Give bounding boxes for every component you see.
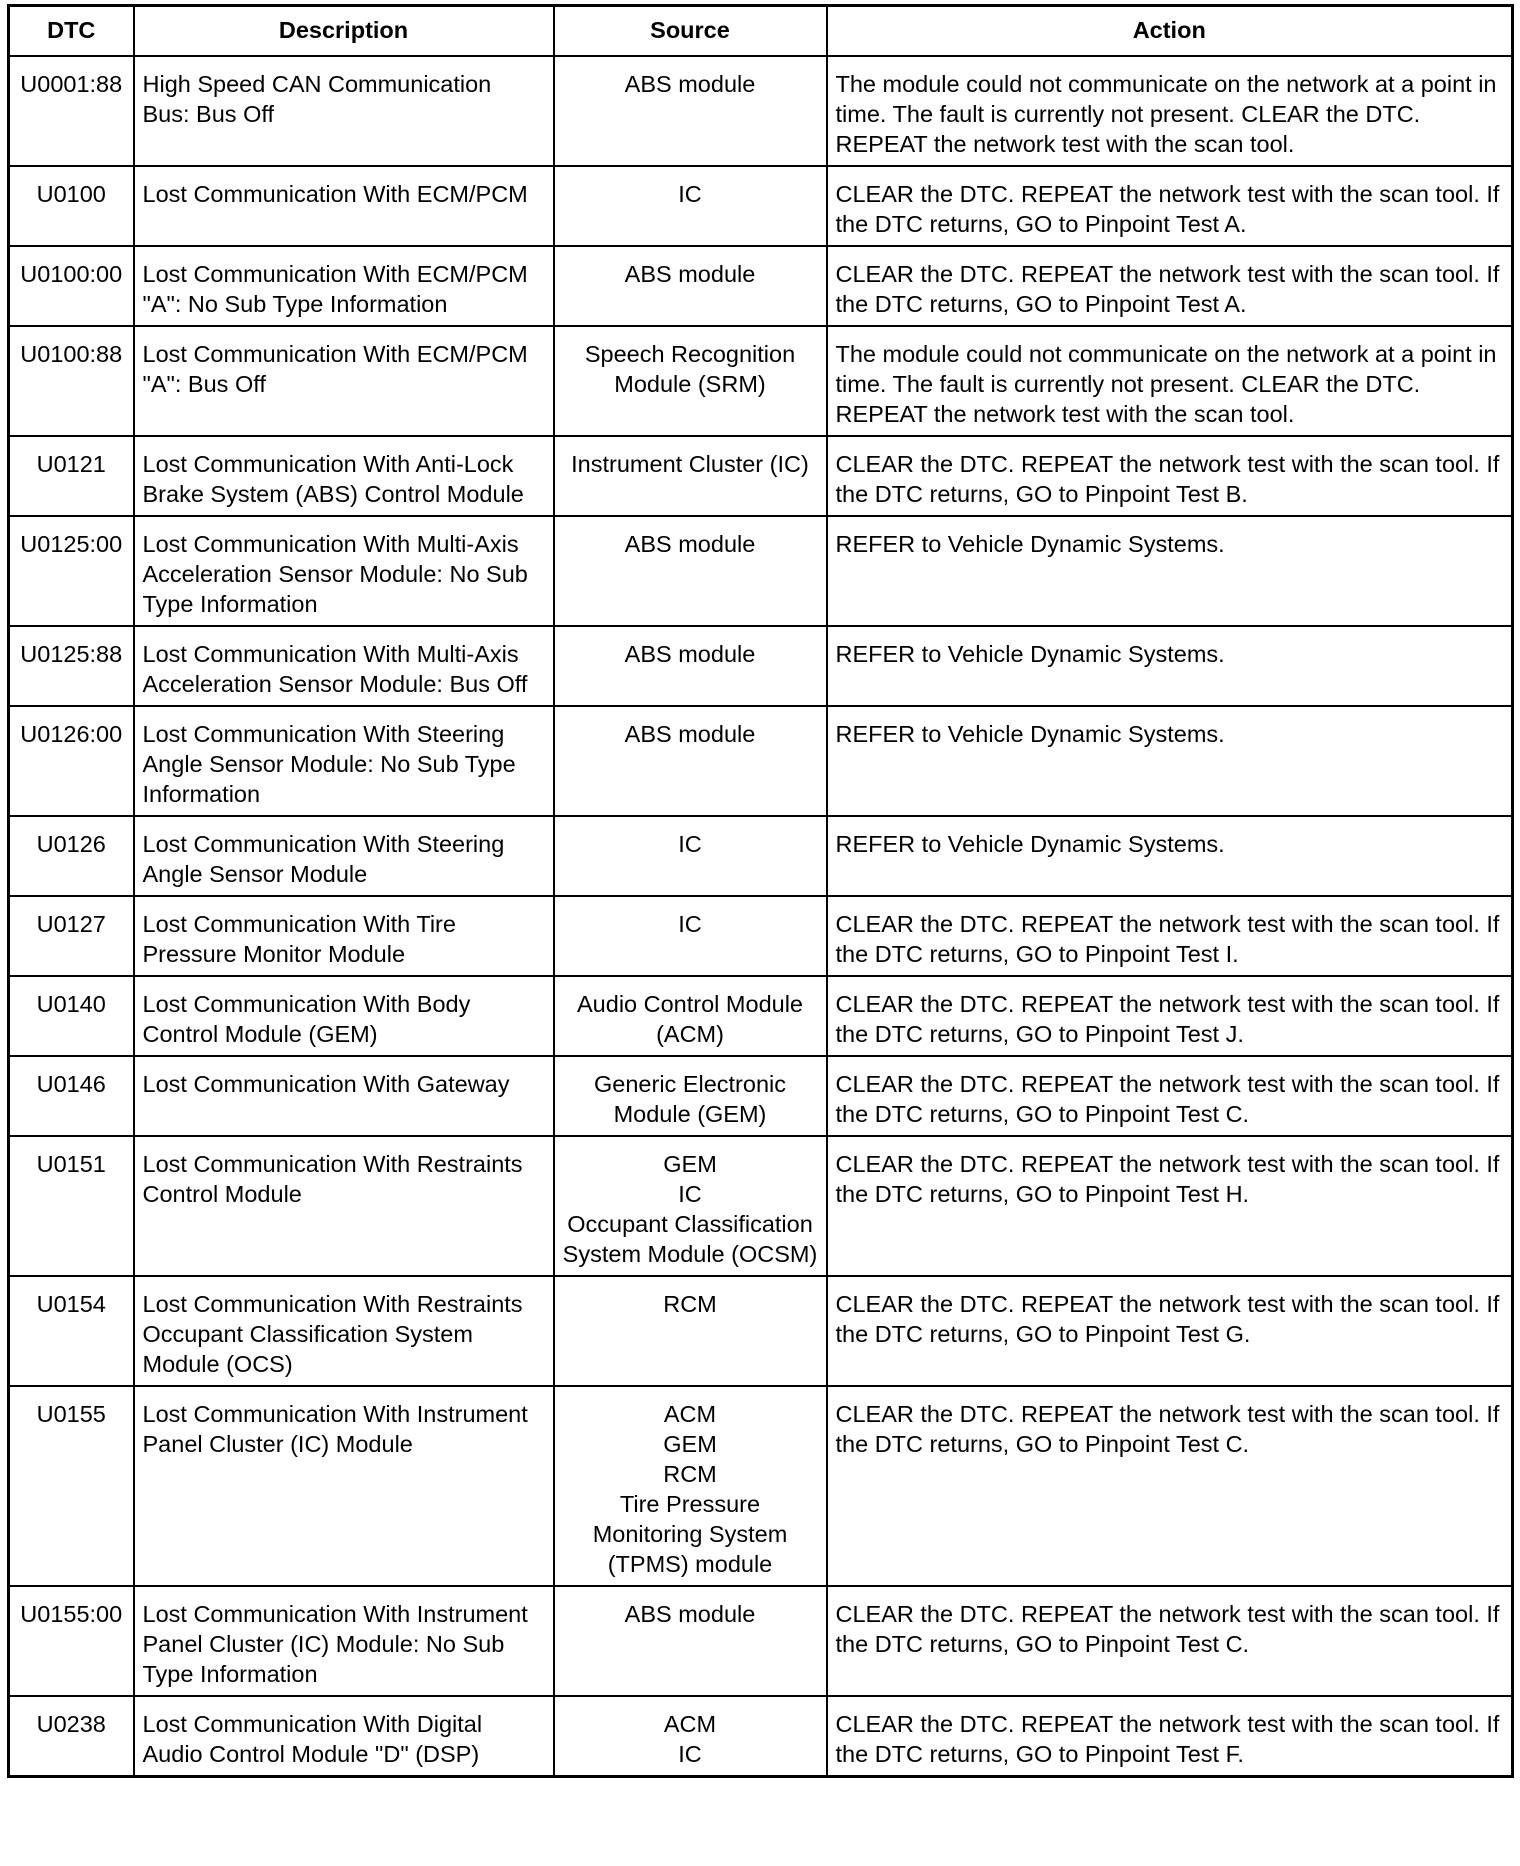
dtc-code: U0151	[9, 1136, 134, 1276]
dtc-source	[554, 1586, 827, 1696]
table-row	[9, 816, 1513, 896]
source-module: ACM	[663, 1401, 717, 1427]
source-module: ACM	[663, 1711, 717, 1737]
dtc-code: U0100:00	[9, 246, 134, 326]
source-module: ABS module	[624, 71, 756, 97]
dtc-action: CLEAR the DTC. REPEAT the network test with the scan tool. If the DTC returns, GO to Pinpoint Test A.	[827, 166, 1513, 246]
dtc-action: CLEAR the DTC. REPEAT the network test with the scan tool. If the DTC returns, GO to Pinpoint Test C.	[827, 1386, 1513, 1586]
table-row	[9, 976, 1513, 1056]
dtc-description: Lost Communication With Multi-Axis Acceleration Sensor Module: No Sub Type Information	[134, 516, 554, 626]
dtc-action: CLEAR the DTC. REPEAT the network test with the scan tool. If the DTC returns, GO to Pinpoint Test A.	[827, 246, 1513, 326]
dtc-source	[554, 1136, 827, 1276]
dtc-description: Lost Communication With Gateway	[134, 1056, 554, 1136]
dtc-action: CLEAR the DTC. REPEAT the network test with the scan tool. If the DTC returns, GO to Pinpoint Test F.	[827, 1696, 1513, 1777]
source-module: ABS module	[624, 261, 756, 287]
source-module: ABS module	[624, 641, 756, 667]
dtc-description: Lost Communication With ECM/PCM "A": Bus Off	[134, 326, 554, 436]
table-body	[9, 56, 1513, 1777]
source-module: RCM	[663, 1291, 717, 1317]
dtc-action: The module could not communicate on the network at a point in time. The fault is currently not present. CLEAR the DTC. REPEAT the network test with the scan tool.	[827, 326, 1513, 436]
dtc-source	[554, 816, 827, 896]
dtc-source	[554, 326, 827, 436]
dtc-code: U0155:00	[9, 1586, 134, 1696]
table-row	[9, 706, 1513, 816]
dtc-code: U0126:00	[9, 706, 134, 816]
header-row	[9, 6, 1513, 57]
dtc-action: REFER to Vehicle Dynamic Systems.	[827, 706, 1513, 816]
dtc-description: Lost Communication With Instrument Panel Cluster (IC) Module: No Sub Type Information	[134, 1586, 554, 1696]
dtc-code: U0154	[9, 1276, 134, 1386]
dtc-source	[554, 56, 827, 166]
table-row	[9, 516, 1513, 626]
dtc-description: High Speed CAN Communication Bus: Bus Off	[134, 56, 554, 166]
dtc-source	[554, 166, 827, 246]
source-module: GEM	[663, 1431, 717, 1457]
dtc-action: CLEAR the DTC. REPEAT the network test with the scan tool. If the DTC returns, GO to Pinpoint Test B.	[827, 436, 1513, 516]
dtc-code: U0126	[9, 816, 134, 896]
dtc-action: CLEAR the DTC. REPEAT the network test with the scan tool. If the DTC returns, GO to Pinpoint Test C.	[827, 1056, 1513, 1136]
dtc-code: U0125:00	[9, 516, 134, 626]
table-row	[9, 1136, 1513, 1276]
dtc-action: CLEAR the DTC. REPEAT the network test with the scan tool. If the DTC returns, GO to Pinpoint Test J.	[827, 976, 1513, 1056]
table-row	[9, 436, 1513, 516]
source-module: IC	[678, 911, 702, 937]
header-source: Source	[554, 6, 827, 57]
table-row	[9, 1386, 1513, 1586]
dtc-source	[554, 1056, 827, 1136]
table-row	[9, 246, 1513, 326]
dtc-code: U0146	[9, 1056, 134, 1136]
source-module: ABS module	[624, 1601, 756, 1627]
header-description: Description	[134, 6, 554, 57]
dtc-source	[554, 976, 827, 1056]
dtc-description: Lost Communication With Multi-Axis Acceleration Sensor Module: Bus Off	[134, 626, 554, 706]
dtc-action: CLEAR the DTC. REPEAT the network test with the scan tool. If the DTC returns, GO to Pinpoint Test H.	[827, 1136, 1513, 1276]
table-row	[9, 1056, 1513, 1136]
source-module: Generic Electronic Module (GEM)	[594, 1071, 786, 1127]
dtc-description: Lost Communication With Anti-Lock Brake System (ABS) Control Module	[134, 436, 554, 516]
source-module: GEM	[663, 1151, 717, 1177]
dtc-source	[554, 1386, 827, 1586]
table-row	[9, 626, 1513, 706]
dtc-description: Lost Communication With ECM/PCM	[134, 166, 554, 246]
dtc-description: Lost Communication With Steering Angle Sensor Module: No Sub Type Information	[134, 706, 554, 816]
dtc-source	[554, 516, 827, 626]
table-row	[9, 1586, 1513, 1696]
source-module: Audio Control Module (ACM)	[577, 991, 803, 1047]
table-row	[9, 56, 1513, 166]
dtc-description: Lost Communication With Steering Angle Sensor Module	[134, 816, 554, 896]
dtc-description: Lost Communication With Body Control Module (GEM)	[134, 976, 554, 1056]
dtc-action: CLEAR the DTC. REPEAT the network test with the scan tool. If the DTC returns, GO to Pinpoint Test G.	[827, 1276, 1513, 1386]
header-action: Action	[827, 6, 1513, 57]
dtc-action: CLEAR the DTC. REPEAT the network test with the scan tool. If the DTC returns, GO to Pinpoint Test C.	[827, 1586, 1513, 1696]
dtc-code: U0001:88	[9, 56, 134, 166]
source-module: Speech Recognition Module (SRM)	[584, 341, 796, 397]
dtc-code: U0100:88	[9, 326, 134, 436]
dtc-code: U0125:88	[9, 626, 134, 706]
source-module: IC	[678, 1741, 702, 1767]
dtc-source	[554, 896, 827, 976]
dtc-code: U0100	[9, 166, 134, 246]
header-dtc: DTC	[9, 6, 134, 57]
dtc-code: U0127	[9, 896, 134, 976]
source-module: ABS module	[624, 721, 756, 747]
dtc-source	[554, 706, 827, 816]
source-module: ABS module	[624, 531, 756, 557]
dtc-action: REFER to Vehicle Dynamic Systems.	[827, 626, 1513, 706]
dtc-action: The module could not communicate on the network at a point in time. The fault is currently not present. CLEAR the DTC. REPEAT the network test with the scan tool.	[827, 56, 1513, 166]
source-module: Instrument Cluster (IC)	[571, 451, 809, 477]
table-header	[9, 6, 1513, 57]
table-row	[9, 1276, 1513, 1386]
dtc-source	[554, 1276, 827, 1386]
dtc-source	[554, 626, 827, 706]
dtc-code: U0121	[9, 436, 134, 516]
dtc-action: REFER to Vehicle Dynamic Systems.	[827, 816, 1513, 896]
dtc-source	[554, 246, 827, 326]
dtc-description: Lost Communication With Instrument Panel Cluster (IC) Module	[134, 1386, 554, 1586]
dtc-code: U0155	[9, 1386, 134, 1586]
dtc-action: REFER to Vehicle Dynamic Systems.	[827, 516, 1513, 626]
dtc-action: CLEAR the DTC. REPEAT the network test with the scan tool. If the DTC returns, GO to Pinpoint Test I.	[827, 896, 1513, 976]
source-module: RCM	[663, 1461, 717, 1487]
dtc-source	[554, 1696, 827, 1777]
dtc-description: Lost Communication With Tire Pressure Monitor Module	[134, 896, 554, 976]
dtc-code: U0238	[9, 1696, 134, 1777]
dtc-description: Lost Communication With Restraints Control Module	[134, 1136, 554, 1276]
source-module: Tire Pressure Monitoring System (TPMS) module	[592, 1491, 788, 1577]
table-row	[9, 1696, 1513, 1777]
source-module: IC	[678, 1181, 702, 1207]
dtc-table	[7, 4, 1514, 1778]
source-module: IC	[678, 831, 702, 857]
table-row	[9, 166, 1513, 246]
source-module: Occupant Classification System Module (OCSM)	[562, 1211, 818, 1267]
table-row	[9, 326, 1513, 436]
dtc-description: Lost Communication With Digital Audio Control Module "D" (DSP)	[134, 1696, 554, 1777]
table-row	[9, 896, 1513, 976]
dtc-code: U0140	[9, 976, 134, 1056]
dtc-source	[554, 436, 827, 516]
dtc-description: Lost Communication With Restraints Occupant Classification System Module (OCS)	[134, 1276, 554, 1386]
source-module: IC	[678, 181, 702, 207]
dtc-description: Lost Communication With ECM/PCM "A": No Sub Type Information	[134, 246, 554, 326]
